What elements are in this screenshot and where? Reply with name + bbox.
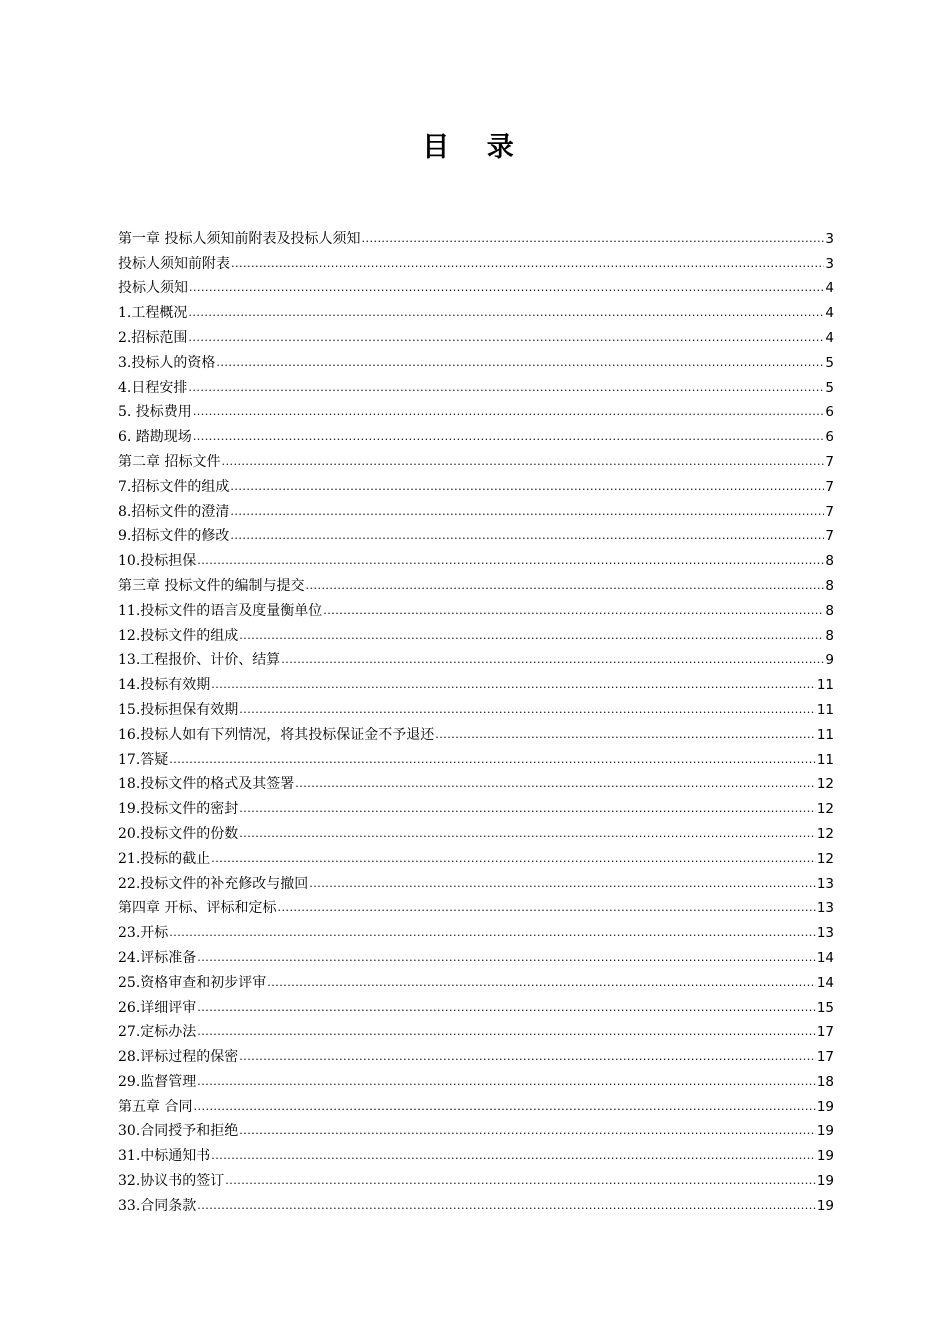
toc-entry[interactable] <box>118 522 834 547</box>
toc-entry-title: 28.评标过程的保密 <box>118 1049 239 1066</box>
toc-entry[interactable] <box>118 1042 834 1067</box>
toc-entry-page-number: 8 <box>825 577 834 594</box>
toc-entry-page-number: 12 <box>816 801 834 818</box>
toc-entry-title: 29.监督管理 <box>118 1073 197 1090</box>
toc-entry-page-number: 7 <box>825 528 834 545</box>
toc-entry-title: 25.资格审查和初步评审 <box>118 974 267 991</box>
toc-entry-page-number: 7 <box>825 503 834 520</box>
toc-entry-title: 10.投标担保 <box>118 553 197 570</box>
toc-entry[interactable] <box>118 918 834 943</box>
toc-dot-leader <box>230 477 824 497</box>
toc-entry[interactable] <box>118 1191 834 1216</box>
toc-entry-title: 18.投标文件的格式及其签署 <box>118 776 295 793</box>
toc-entry-title: 32.协议书的签订 <box>118 1173 225 1190</box>
toc-dot-leader <box>188 303 824 323</box>
toc-dot-leader <box>169 750 816 770</box>
toc-entry[interactable] <box>118 968 834 993</box>
toc-entry-title: 19.投标文件的密封 <box>118 801 239 818</box>
toc-entry-page-number: 17 <box>816 1024 834 1041</box>
toc-entry-page-number: 19 <box>816 1123 834 1140</box>
toc-entry-page-number: 4 <box>825 280 834 297</box>
toc-entry-page-number: 7 <box>825 453 834 470</box>
toc-entry[interactable] <box>118 745 834 770</box>
toc-dot-leader <box>231 254 824 274</box>
toc-dot-leader <box>197 948 816 968</box>
toc-dot-leader <box>197 1022 816 1042</box>
toc-entry-page-number: 11 <box>816 726 834 743</box>
toc-entry-title: 5. 投标费用 <box>118 404 192 421</box>
toc-entry-title: 4.日程安排 <box>118 379 188 396</box>
toc-dot-leader <box>197 998 816 1018</box>
toc-entry-title: 3.投标人的资格 <box>118 354 216 371</box>
toc-entry[interactable] <box>118 596 834 621</box>
toc-entry[interactable] <box>118 1092 834 1117</box>
toc-dot-leader <box>197 1196 816 1216</box>
toc-entry-title: 33.合同条款 <box>118 1197 197 1214</box>
toc-entry[interactable] <box>118 1166 834 1191</box>
toc-entry-page-number: 6 <box>825 404 834 421</box>
toc-entry-title: 12.投标文件的组成 <box>118 627 239 644</box>
toc-dot-leader <box>230 502 824 522</box>
toc-dot-leader <box>211 1146 816 1166</box>
page-title: 目 录 <box>422 132 528 163</box>
table-of-contents <box>118 224 834 1216</box>
toc-entry-page-number: 4 <box>825 329 834 346</box>
toc-entry[interactable] <box>118 621 834 646</box>
toc-dot-leader <box>267 973 816 993</box>
toc-entry-title: 11.投标文件的语言及度量衡单位 <box>118 602 323 619</box>
toc-entry-page-number: 8 <box>825 627 834 644</box>
toc-entry[interactable] <box>118 1117 834 1142</box>
toc-entry-page-number: 11 <box>816 701 834 718</box>
toc-entry[interactable] <box>118 274 834 299</box>
toc-entry[interactable] <box>118 224 834 249</box>
toc-entry-title: 24.评标准备 <box>118 949 197 966</box>
toc-dot-leader <box>193 427 825 447</box>
toc-entry[interactable] <box>118 720 834 745</box>
toc-entry-page-number: 3 <box>825 230 834 247</box>
toc-entry[interactable] <box>118 869 834 894</box>
toc-entry-title: 20.投标文件的份数 <box>118 825 239 842</box>
toc-entry[interactable] <box>118 398 834 423</box>
toc-entry-page-number: 19 <box>816 1148 834 1165</box>
toc-entry[interactable] <box>118 1067 834 1092</box>
toc-entry[interactable] <box>118 844 834 869</box>
toc-entry-title: 16.投标人如有下列情况，将其投标保证金不予退还 <box>118 726 435 743</box>
toc-entry-page-number: 13 <box>816 900 834 917</box>
toc-dot-leader <box>216 353 824 373</box>
toc-entry-title: 第一章 投标人须知前附表及投标人须知 <box>118 230 361 247</box>
toc-entry[interactable] <box>118 422 834 447</box>
toc-entry-title: 13.工程报价、计价、结算 <box>118 652 281 669</box>
toc-entry-title: 7.招标文件的组成 <box>118 478 230 495</box>
toc-entry[interactable] <box>118 695 834 720</box>
toc-entry-page-number: 14 <box>816 974 834 991</box>
toc-entry-page-number: 14 <box>816 949 834 966</box>
toc-entry-page-number: 11 <box>816 751 834 768</box>
toc-dot-leader <box>197 1072 816 1092</box>
toc-dot-leader <box>361 229 824 249</box>
toc-dot-leader <box>323 601 824 621</box>
toc-entry-title: 2.招标范围 <box>118 329 188 346</box>
toc-entry-page-number: 7 <box>825 478 834 495</box>
toc-dot-leader <box>435 725 816 745</box>
toc-entry-title: 6. 踏勘现场 <box>118 429 192 446</box>
toc-entry-page-number: 12 <box>816 850 834 867</box>
toc-dot-leader <box>193 1097 815 1117</box>
toc-entry[interactable] <box>118 819 834 844</box>
toc-entry-page-number: 19 <box>816 1197 834 1214</box>
toc-entry[interactable] <box>118 646 834 671</box>
toc-entry-title: 第三章 投标文件的编制与提交 <box>118 577 305 594</box>
toc-entry-title: 31.中标通知书 <box>118 1148 211 1165</box>
toc-dot-leader <box>193 402 825 422</box>
toc-entry-page-number: 18 <box>816 1073 834 1090</box>
toc-entry[interactable] <box>118 546 834 571</box>
toc-dot-leader <box>239 700 816 720</box>
toc-entry-page-number: 15 <box>816 999 834 1016</box>
toc-entry[interactable] <box>118 1018 834 1043</box>
toc-entry-title: 9.招标文件的修改 <box>118 528 230 545</box>
toc-entry-title: 23.开标 <box>118 925 169 942</box>
toc-dot-leader <box>309 874 816 894</box>
toc-entry[interactable] <box>118 943 834 968</box>
toc-dot-leader <box>239 626 824 646</box>
toc-entry[interactable] <box>118 894 834 919</box>
toc-entry[interactable] <box>118 447 834 472</box>
toc-dot-leader <box>211 849 816 869</box>
toc-entry[interactable] <box>118 1141 834 1166</box>
toc-dot-leader <box>277 898 815 918</box>
toc-entry[interactable] <box>118 497 834 522</box>
toc-entry-page-number: 6 <box>825 429 834 446</box>
toc-entry-title: 14.投标有效期 <box>118 677 211 694</box>
toc-entry-title: 第二章 招标文件 <box>118 453 221 470</box>
toc-entry-title: 26.详细评审 <box>118 999 197 1016</box>
toc-entry-title: 第四章 开标、评标和定标 <box>118 900 277 917</box>
toc-entry-page-number: 19 <box>816 1173 834 1190</box>
toc-dot-leader <box>221 452 824 472</box>
toc-dot-leader <box>239 799 816 819</box>
toc-entry-title: 1.工程概况 <box>118 305 188 322</box>
toc-entry-title: 第五章 合同 <box>118 1098 193 1115</box>
toc-dot-leader <box>281 650 824 670</box>
toc-entry[interactable] <box>118 472 834 497</box>
toc-entry-page-number: 13 <box>816 875 834 892</box>
toc-entry-page-number: 9 <box>825 652 834 669</box>
toc-dot-leader <box>197 551 824 571</box>
toc-dot-leader <box>225 1171 816 1191</box>
toc-entry[interactable] <box>118 373 834 398</box>
toc-entry-title: 8.招标文件的澄清 <box>118 503 230 520</box>
toc-entry[interactable] <box>118 670 834 695</box>
toc-entry-page-number: 17 <box>816 1049 834 1066</box>
toc-entry[interactable] <box>118 794 834 819</box>
toc-entry-page-number: 12 <box>816 825 834 842</box>
toc-entry-title: 21.投标的截止 <box>118 850 211 867</box>
toc-entry[interactable] <box>118 249 834 274</box>
toc-entry-title: 投标人须知 <box>118 280 188 297</box>
toc-dot-leader <box>189 278 824 298</box>
toc-dot-leader <box>239 1121 816 1141</box>
toc-dot-leader <box>295 774 816 794</box>
toc-dot-leader <box>169 923 816 943</box>
toc-entry-title: 17.答疑 <box>118 751 169 768</box>
toc-entry[interactable] <box>118 993 834 1018</box>
toc-dot-leader <box>188 328 824 348</box>
toc-entry-page-number: 11 <box>816 677 834 694</box>
toc-entry-page-number: 8 <box>825 553 834 570</box>
toc-entry-page-number: 4 <box>825 305 834 322</box>
toc-dot-leader <box>239 824 816 844</box>
toc-entry-title: 30.合同授予和拒绝 <box>118 1123 239 1140</box>
toc-entry-page-number: 19 <box>816 1098 834 1115</box>
toc-dot-leader <box>305 576 824 596</box>
toc-entry-page-number: 12 <box>816 776 834 793</box>
toc-entry[interactable] <box>118 298 834 323</box>
toc-dot-leader <box>188 378 824 398</box>
toc-entry-page-number: 5 <box>825 379 834 396</box>
toc-entry[interactable] <box>118 348 834 373</box>
toc-entry-title: 投标人须知前附表 <box>118 255 230 272</box>
toc-entry-page-number: 8 <box>825 602 834 619</box>
toc-dot-leader <box>211 675 816 695</box>
toc-entry-title: 15.投标担保有效期 <box>118 701 239 718</box>
toc-entry-title: 27.定标办法 <box>118 1024 197 1041</box>
toc-entry[interactable] <box>118 770 834 795</box>
toc-entry-title: 22.投标文件的补充修改与撤回 <box>118 875 309 892</box>
toc-entry-page-number: 13 <box>816 925 834 942</box>
toc-entry-page-number: 3 <box>825 255 834 272</box>
toc-dot-leader <box>230 526 824 546</box>
toc-dot-leader <box>239 1047 816 1067</box>
toc-entry[interactable] <box>118 571 834 596</box>
toc-entry-page-number: 5 <box>825 354 834 371</box>
toc-entry[interactable] <box>118 323 834 348</box>
